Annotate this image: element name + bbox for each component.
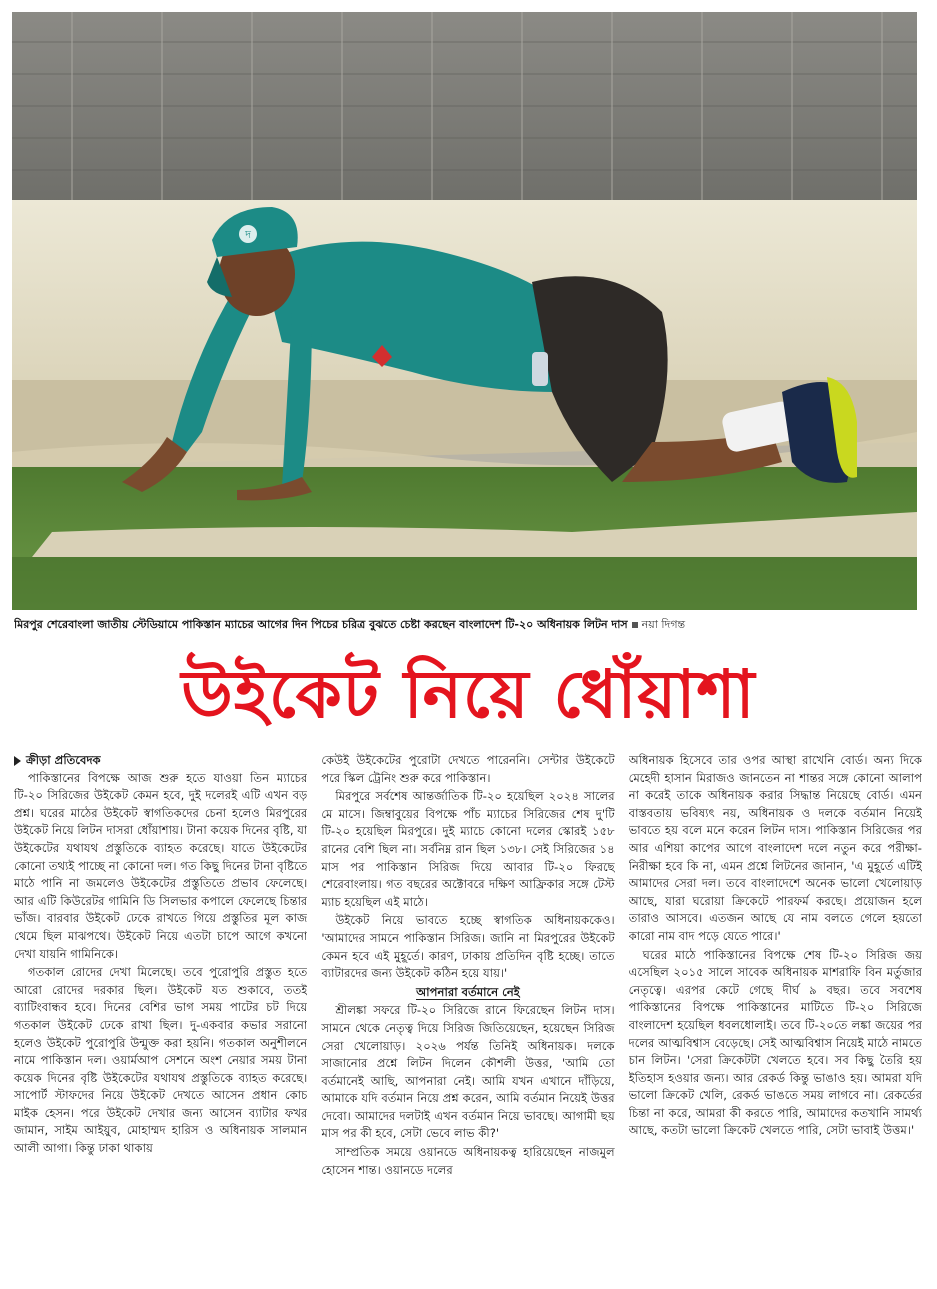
article-column-2 <box>321 752 614 1280</box>
caption-text: মিরপুর শেরেবাংলা জাতীয় স্টেডিয়ামে পাকিস্তান ম্যাচের আগের দিন পিচের চরিত্র বুঝতে চেষ্টা করছেন বাংলাদেশ টি-২০ অধিনায়ক লিটন দাস <box>14 618 628 631</box>
article-body <box>14 752 922 1280</box>
photo-illustration <box>12 12 917 610</box>
headline: উইকেট নিয়ে ধোঁয়াশা <box>181 656 756 733</box>
photo-caption <box>14 615 919 635</box>
byline <box>14 752 307 770</box>
subheading <box>321 984 614 1002</box>
byline-text: ক্রীড়া প্রতিবেদক <box>26 753 101 767</box>
article-column-3 <box>629 752 922 1280</box>
cap-logo: দ <box>245 228 251 241</box>
paragraph: কেউই উইকেটের পুরোটা দেখতে পারেননি। সেন্টার উইকেটে পরে স্কিল ট্রেনিং শুরু করে পাকিস্তান। <box>321 753 615 785</box>
subheading-text: আপনারা বর্তমানে নেই <box>416 984 520 999</box>
byline-arrow-icon <box>14 756 21 766</box>
article-column-1 <box>14 752 307 1280</box>
paragraph: ঘরের মাঠে পাকিস্তানের বিপক্ষে শেষ টি-২০ সিরিজ জয় এসেছিল ২০১৫ সালে সাবেক অধিনায়ক মাশরাফি বিন মর্তুজার নেতৃত্বে। এরপর কেটে গেছে দীর্ঘ ৯ বছর। তবে সবশেষ পাকিস্তানের বিপক্ষে পাকিস্তানের মাটিতে টি-২০ সিরিজে বাংলাদেশ হয়েছিল ধবলধোলাই। তবে টি-২০তে লঙ্কা জয়ের পর দলের আত্মবিশ্বাস বেড়েছে। সেই আত্মবিশ্বাস নিয়েই মাঠে নামতে চান লিটন। 'সেরা ক্রিকেটটা খেলতে হবে। সব কিছু তৈরি হয় ইতিহাস হওয়ার জন্য। আর রেকর্ড কিন্তু ভাঙাও হয়। আমরা যদি ভালো ক্রিকেট খেলি, রেকর্ড ভাঙতে সময় লাগবে না। রেকর্ডের চিন্তা না করে, আমরা কী করতে পারি, আমাদের কতখানি সামর্থ্য আছে, কতটা ভালো ক্রিকেট খেলতে পারি, সেটা ভাবাই উত্তম।' <box>628 947 922 1138</box>
photo-credit: নয়া দিগন্ত <box>641 618 686 631</box>
cricket-photo <box>12 12 917 610</box>
paragraph: গতকাল রোদের দেখা মিলেছে। তবে পুরোপুরি প্রস্তুত হতে আরো রোদের দরকার ছিল। উইকেট যত শুকাবে, ততই ব্যাটিংবান্ধব হবে। দিনের বেশির ভাগ সময় পাটের চট দিয়ে গতকাল উইকেট ঢেকে রাখা ছিল। দু-একবার কভার সরানো হলেও উইকেট পুরোপুরি উন্মুক্ত করা হয়নি। গতকাল অনুশীলনে নামে পাকিস্তান দল। ওয়ার্মআপ সেশনে অংশ নেয়ার সময় টানা কয়েক দিনের বৃষ্টি উইকেটের যথাযথ প্রস্তুতিকে ব্যাহত করেছে। সাপোর্ট স্টাফদের নিয়ে উইকেট দেখতে আসেন প্রধান কোচ মাইক হেসন। পরে উইকেট দেখার জন্য আসেন ব্যাটার ফখর জামান, সাইম আইয়ুব, মোহাম্মদ হারিস ও অধিনায়ক সালমান আলী আগা। কিন্তু ঢাকা থাকায় <box>14 965 308 1156</box>
paragraph: পাকিস্তানের বিপক্ষে আজ শুরু হতে যাওয়া তিন ম্যাচের টি-২০ সিরিজের উইকেট কেমন হবে, দুই দলেরই এটি এখন বড় প্রশ্ন। ঘরের মাঠের উইকেট স্বাগতিকদের চেনা হলেও মিরপুরের উইকেট নিয়ে লিটন দাসরা ধোঁয়াশায়। টানা কয়েক দিনের বৃষ্টি, যা উইকেটের যথাযথ প্রস্তুতিকে ব্যাহত করেছে। যাতে উইকেটের কোনো তথ্যই পাচ্ছে না কোনো দল। গত কিছু দিনের টানা বৃষ্টিতে মাঠে পানি না জমলেও উইকেটের প্রস্তুতিতে প্রভাব ফেলেছে। আর এটি কিউরেটর গামিনি ডি সিলভার কপালে ফেলেছে চিন্তার ভাঁজ। বারবার উইকেট ঢেকে রাখতে গিয়ে প্রস্তুতির মূল কাজ থেমে ছিল মাঝপথে। উইকেট নিয়ে এতটা চাপে আগে কখনো দেখা যায়নি গামিনিকে। <box>14 770 308 961</box>
paragraph: অধিনায়ক হিসেবে তার ওপর আস্থা রাখেনি বোর্ড। অন্য দিকে মেহেদী হাসান মিরাজও জানতেন না শান্তর সঙ্গে কোনো আলাপ না করেই তাকে অধিনায়ক করার সিদ্ধান্ত নিয়েছে বোর্ড। এমন বাস্তবতায় ভবিষ্যৎ নয়, অধিনায়ক ও দলকে বর্তমান নিয়েই ভাবতে হয় বলে মনে করেন লিটন দাস। পাকিস্তান সিরিজের পর আর এশিয়া কাপের আগে বাংলাদেশ দলে নতুন করে পরীক্ষা-নিরীক্ষা হবে কি না, এমন প্রশ্নে লিটনের জানান, 'এ মুহূর্তে এটিই আমাদের সেরা দল। তবে বাংলাদেশে অনেক ভালো খেলোয়াড় আছে, যারা ঘরোয়া ক্রিকেটে পারফর্ম করছে। প্রয়োজন হলে তারাও আসবে। এতজন আছে যে নাম বলতে গেলে হয়তো কারো নাম বাদ পড়ে যেতে পারে।' <box>628 753 922 943</box>
paragraph: সাম্প্রতিক সময়ে ওয়ানডে অধিনায়কত্ব হারিয়েছেন নাজমুল হোসেন শান্ত। ওয়ানডে দলের <box>321 1145 615 1177</box>
caption-square-icon <box>632 622 638 628</box>
paragraph: শ্রীলঙ্কা সফরে টি-২০ সিরিজে রানে ফিরেছেন লিটন দাস। সামনে থেকে নেতৃত্ব দিয়ে সিরিজ জিতিয়েছেন, হয়েছেন সিরিজ সেরা খেলোয়াড়। ২০২৬ পর্যন্ত তিনিই অধিনায়ক। দলকে সাজানোর প্রশ্নে লিটন দিলেন কৌশলী উত্তর, 'আমি তো বর্তমানেই আছি, আপনারা নেই। আমি যখন এখানে দাঁড়িয়ে, আমাকে যদি বর্তমান নিয়ে প্রশ্ন করেন, আমি বর্তমান নিয়েই উত্তর দেবো। আমাদের দলটাই এখন বর্তমান নিয়ে ভাবছে। আগামী ছয় মাস পর কী হবে, সেটা ভেবে লাভ কী?' <box>321 1003 615 1141</box>
paragraph: মিরপুরে সর্বশেষ আন্তর্জাতিক টি-২০ হয়েছিল ২০২৪ সালের মে মাসে। জিম্বাবুয়ের বিপক্ষে পাঁচ ম্যাচের সিরিজের শেষ দু'টি টি-২০ হয়েছিল মিরপুরে। দুই ম্যাচে কোনো দলের স্কোরই ১৫৮ রানের বেশি ছিল না। সর্বনিম্ন রান ছিল ১৩৮। সেই সিরিজের ১৪ মাস পর পাকিস্তান সিরিজ দিয়ে আবার টি-২০ ফিরছে শেরেবাংলায়। গত বছরের অক্টোবরে দক্ষিণ আফ্রিকার সঙ্গে টেস্ট ম্যাচ হয়েছিল এই মাঠে। <box>321 789 615 909</box>
paragraph: উইকেট নিয়ে ভাবতে হচ্ছে স্বাগতিক অধিনায়ককেও। 'আমাদের সামনে পাকিস্তান সিরিজ। জানি না মিরপুরের উইকেট কেমন হবে এই মুহূর্তে। কারণ, ঢাকায় প্রতিদিন বৃষ্টি হচ্ছে। তাতে ব্যাটারদের জন্য উইকেট কঠিন হয়ে যায়।' <box>321 913 615 981</box>
